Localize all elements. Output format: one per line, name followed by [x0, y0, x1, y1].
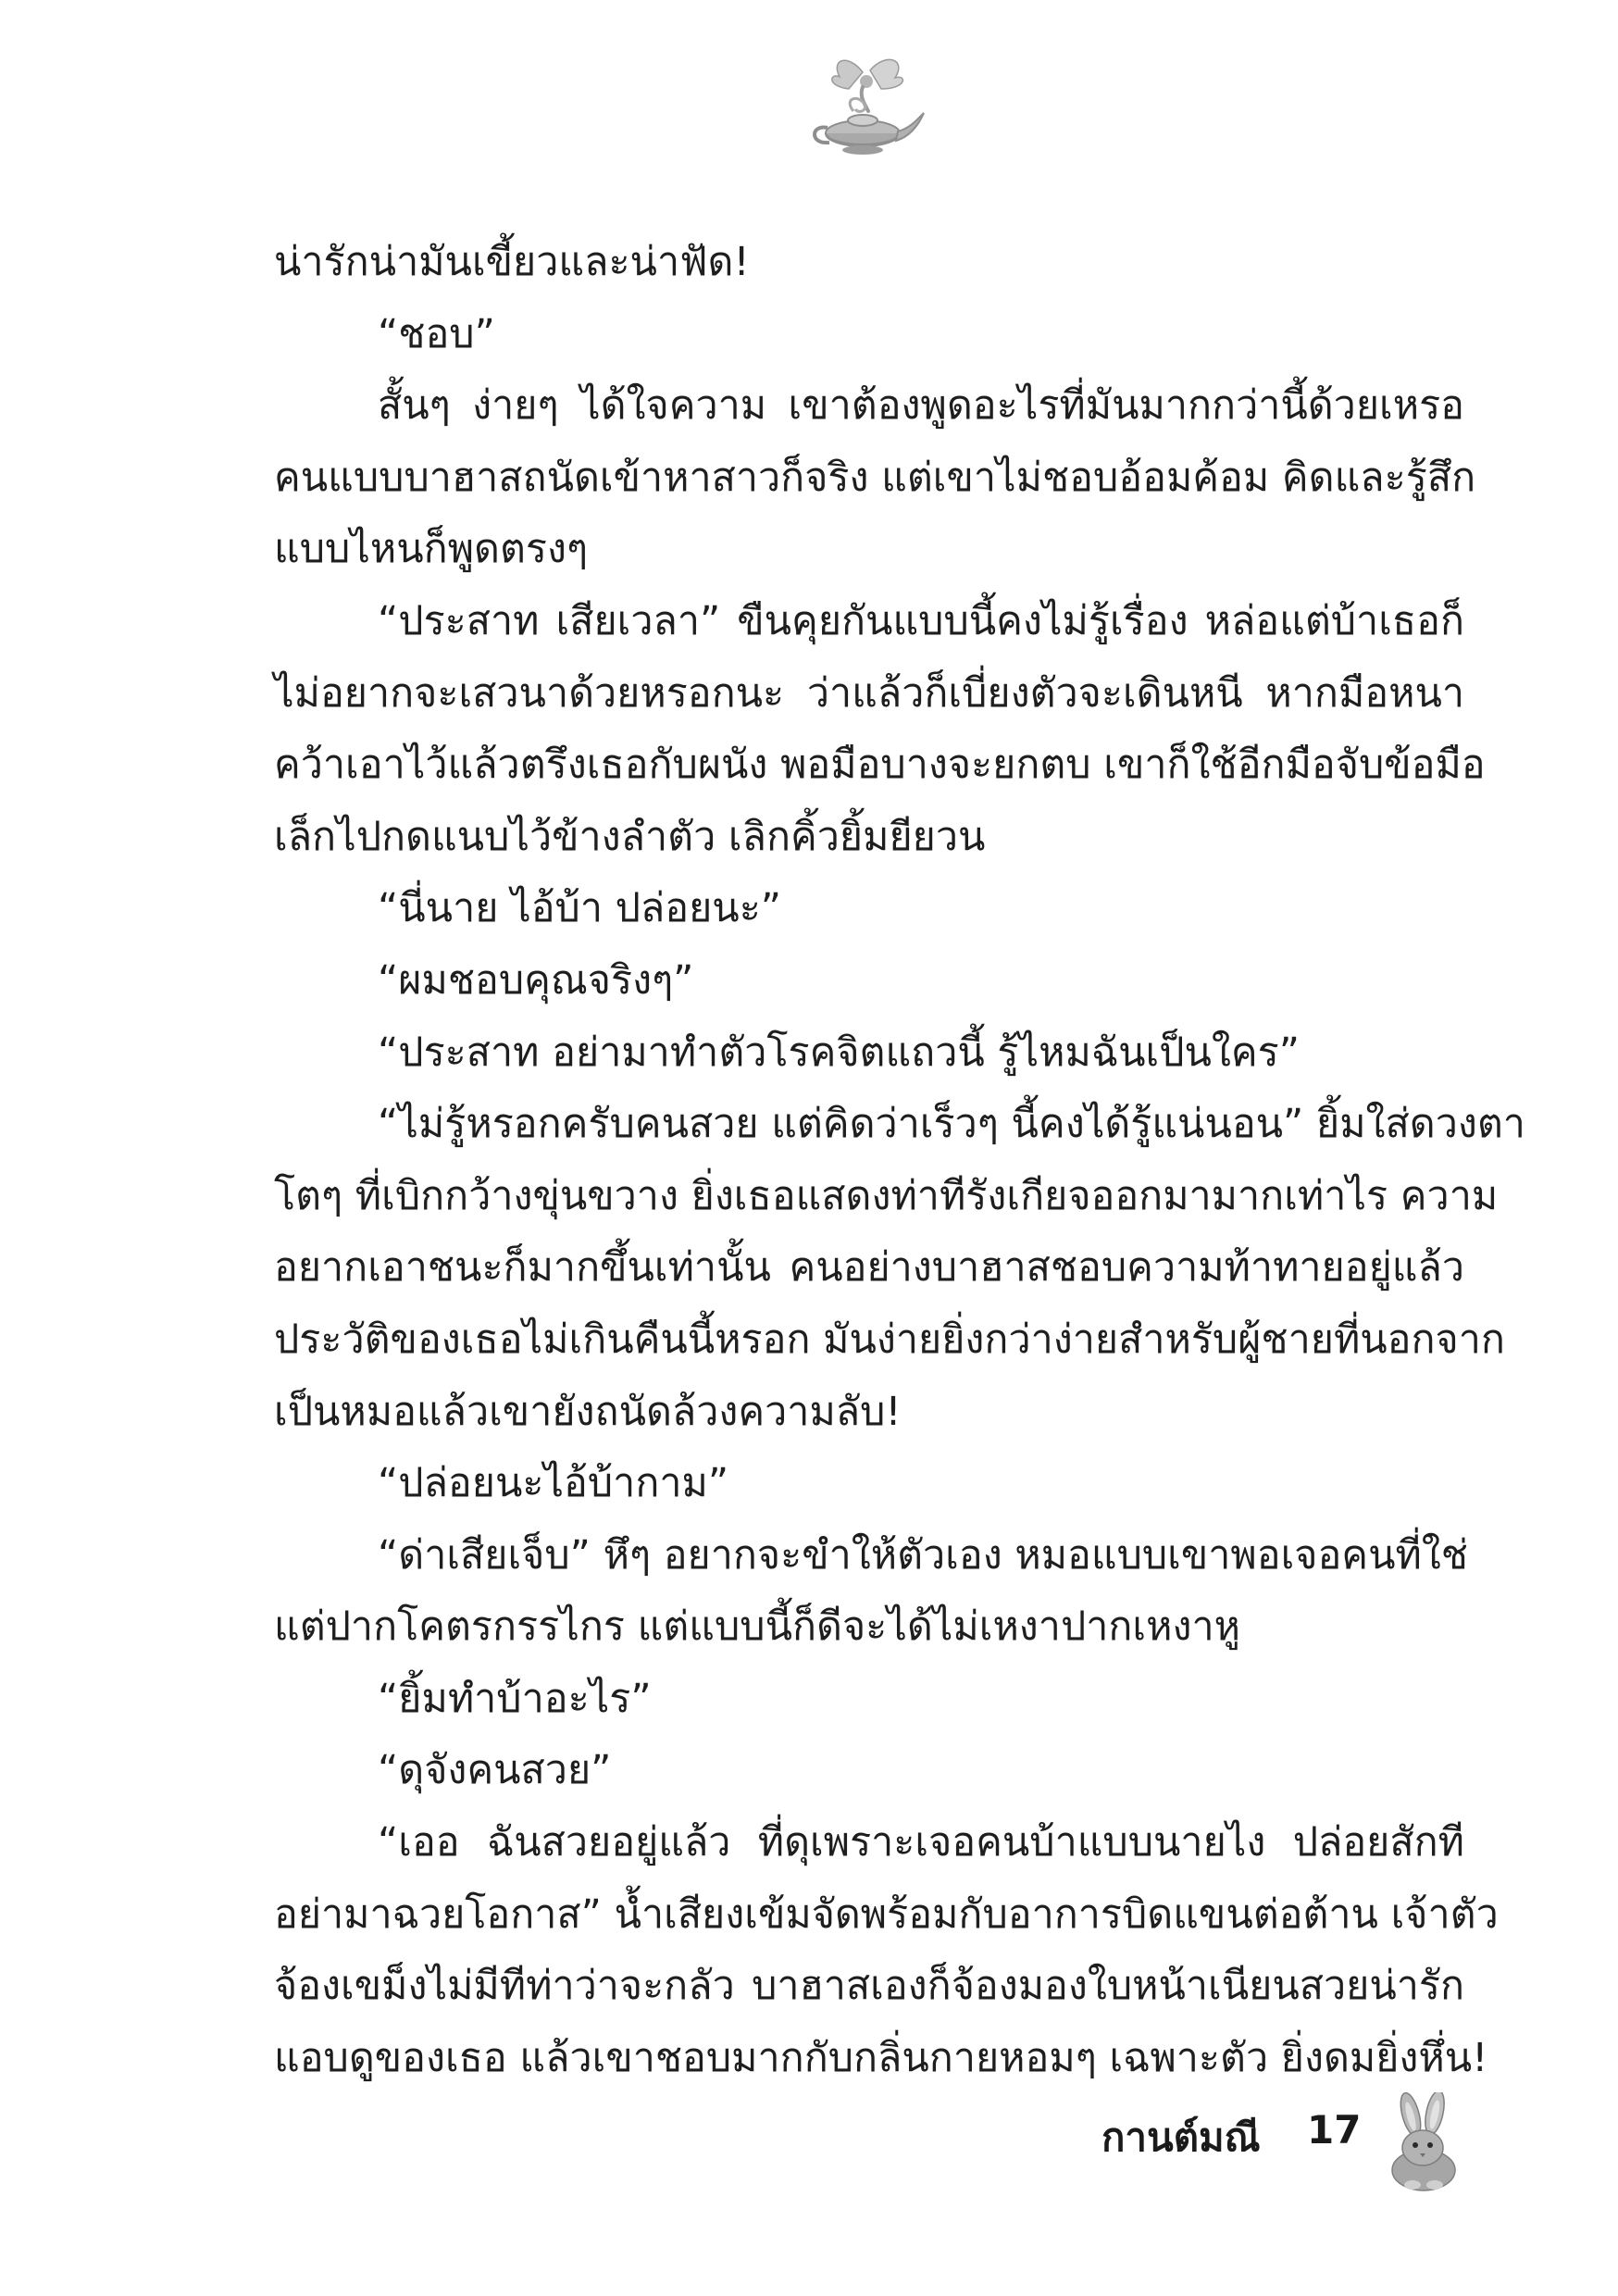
text-line: “ชอบ” — [378, 310, 495, 357]
chapter-body — [274, 227, 1525, 2094]
text-line: คว้าเอาไว้แล้วตรึงเธอกับผนัง พอมือบางจะยกตบ เขาก็ใช้อีกมือจับข้อมือ — [274, 742, 1486, 789]
text-line: “ด่าเสียเจ็บ” หึๆ อยากจะขำให้ตัวเอง หมอแบบเขาพอเจอคนที่ใช่ — [378, 1531, 1468, 1578]
text-line: ไม่อยากจะเสวนาด้วยหรอกนะ ว่าแล้วก็เบี่ยงตัวจะเดินหนี หากมือหนา — [274, 669, 1464, 717]
text-line: อย่ามาฉวยโอกาส” น้ำเสียงเข้มจัดพร้อมกับอาการบิดแขนต่อต้าน เจ้าตัว — [274, 1890, 1499, 1938]
text-line: โตๆ ที่เบิกกว้างขุ่นขวาง ยิ่งเธอแสดงท่าทีรังเกียจออกมามากเท่าไร ความ — [274, 1172, 1499, 1219]
page-footer — [1074, 2092, 1472, 2185]
rabbit-icon — [1377, 2092, 1470, 2194]
text-line: “ยิ้มทำบ้าอะไร” — [378, 1675, 652, 1722]
text-line: เป็นหมอแล้วเขายังถนัดล้วงความลับ! — [274, 1388, 902, 1435]
page-number: 17 — [1307, 2107, 1362, 2152]
text-line: เล็กไปกดแนบไว้ข้างลำตัว เลิกคิ้วยิ้มยียวน — [274, 813, 986, 860]
text-line: ประวัติของเธอไม่เกินคืนนี้หรอก มันง่ายยิ่งกว่าง่ายสำหรับผู้ชายที่นอกจาก — [274, 1316, 1505, 1363]
genie-lamp-fairy-icon — [798, 54, 927, 165]
text-line: น่ารักน่ามันเขี้ยวและน่าฟัด! — [274, 239, 750, 285]
text-line: “ประสาท เสียเวลา” ขืนคุยกันแบบนี้คงไม่รู้เรื่อง หล่อแต่บ้าเธอก็ — [378, 597, 1464, 644]
text-line: “ไม่รู้หรอกครับคนสวย แต่คิดว่าเร็วๆ นี้คงได้รู้แน่นอน” ยิ้มใส่ดวงตา — [378, 1101, 1525, 1148]
text-line: แอบดูของเธอ แล้วเขาชอบมากกับกลิ่นกายหอมๆ เฉพาะตัว ยิ่งดมยิ่งหึ่น! — [274, 2034, 1488, 2081]
text-line: “เออ ฉันสวยอยู่แล้ว ที่ดุเพราะเจอคนบ้าแบบนายไง ปล่อยสักที — [378, 1819, 1464, 1866]
text-line: แต่ปากโคตรกรรไกร แต่แบบนี้ก็ดีจะได้ไม่เหงาปากเหงาหู — [274, 1603, 1240, 1651]
text-line: “ผมชอบคุณจริงๆ” — [378, 956, 694, 1004]
text-line: “ประสาท อย่ามาทำตัวโรคจิตแถวนี้ รู้ไหมฉันเป็นใคร” — [378, 1029, 1301, 1076]
text-line: “ปล่อยนะไอ้บ้ากาม” — [378, 1460, 729, 1507]
text-line: อยากเอาชนะก็มากขึ้นเท่านั้น คนอย่างบาฮาสชอบความท้าทายอยู่แล้ว — [274, 1244, 1464, 1292]
text-line: จ้องเขม็งไม่มีทีท่าว่าจะกลัว บาฮาสเองก็จ้องมองใบหน้าเนียนสวยน่ารัก — [274, 1963, 1464, 2010]
text-line: “ดุจังคนสวย” — [378, 1747, 612, 1794]
text-line: “นี่นาย ไอ้บ้า ปล่อยนะ” — [378, 885, 782, 932]
text-line: แบบไหนก็พูดตรงๆ — [274, 526, 589, 573]
text-line: คนแบบบาฮาสถนัดเข้าหาสาวก็จริง แต่เขาไม่ชอบอ้อมค้อม คิดและรู้สึก — [274, 454, 1476, 501]
text-line: สั้นๆ ง่ายๆ ได้ใจความ เขาต้องพูดอะไรที่มันมากกว่านี้ด้วยเหรอ — [378, 382, 1464, 430]
author-name: กานต์มณี — [1101, 2115, 1261, 2160]
